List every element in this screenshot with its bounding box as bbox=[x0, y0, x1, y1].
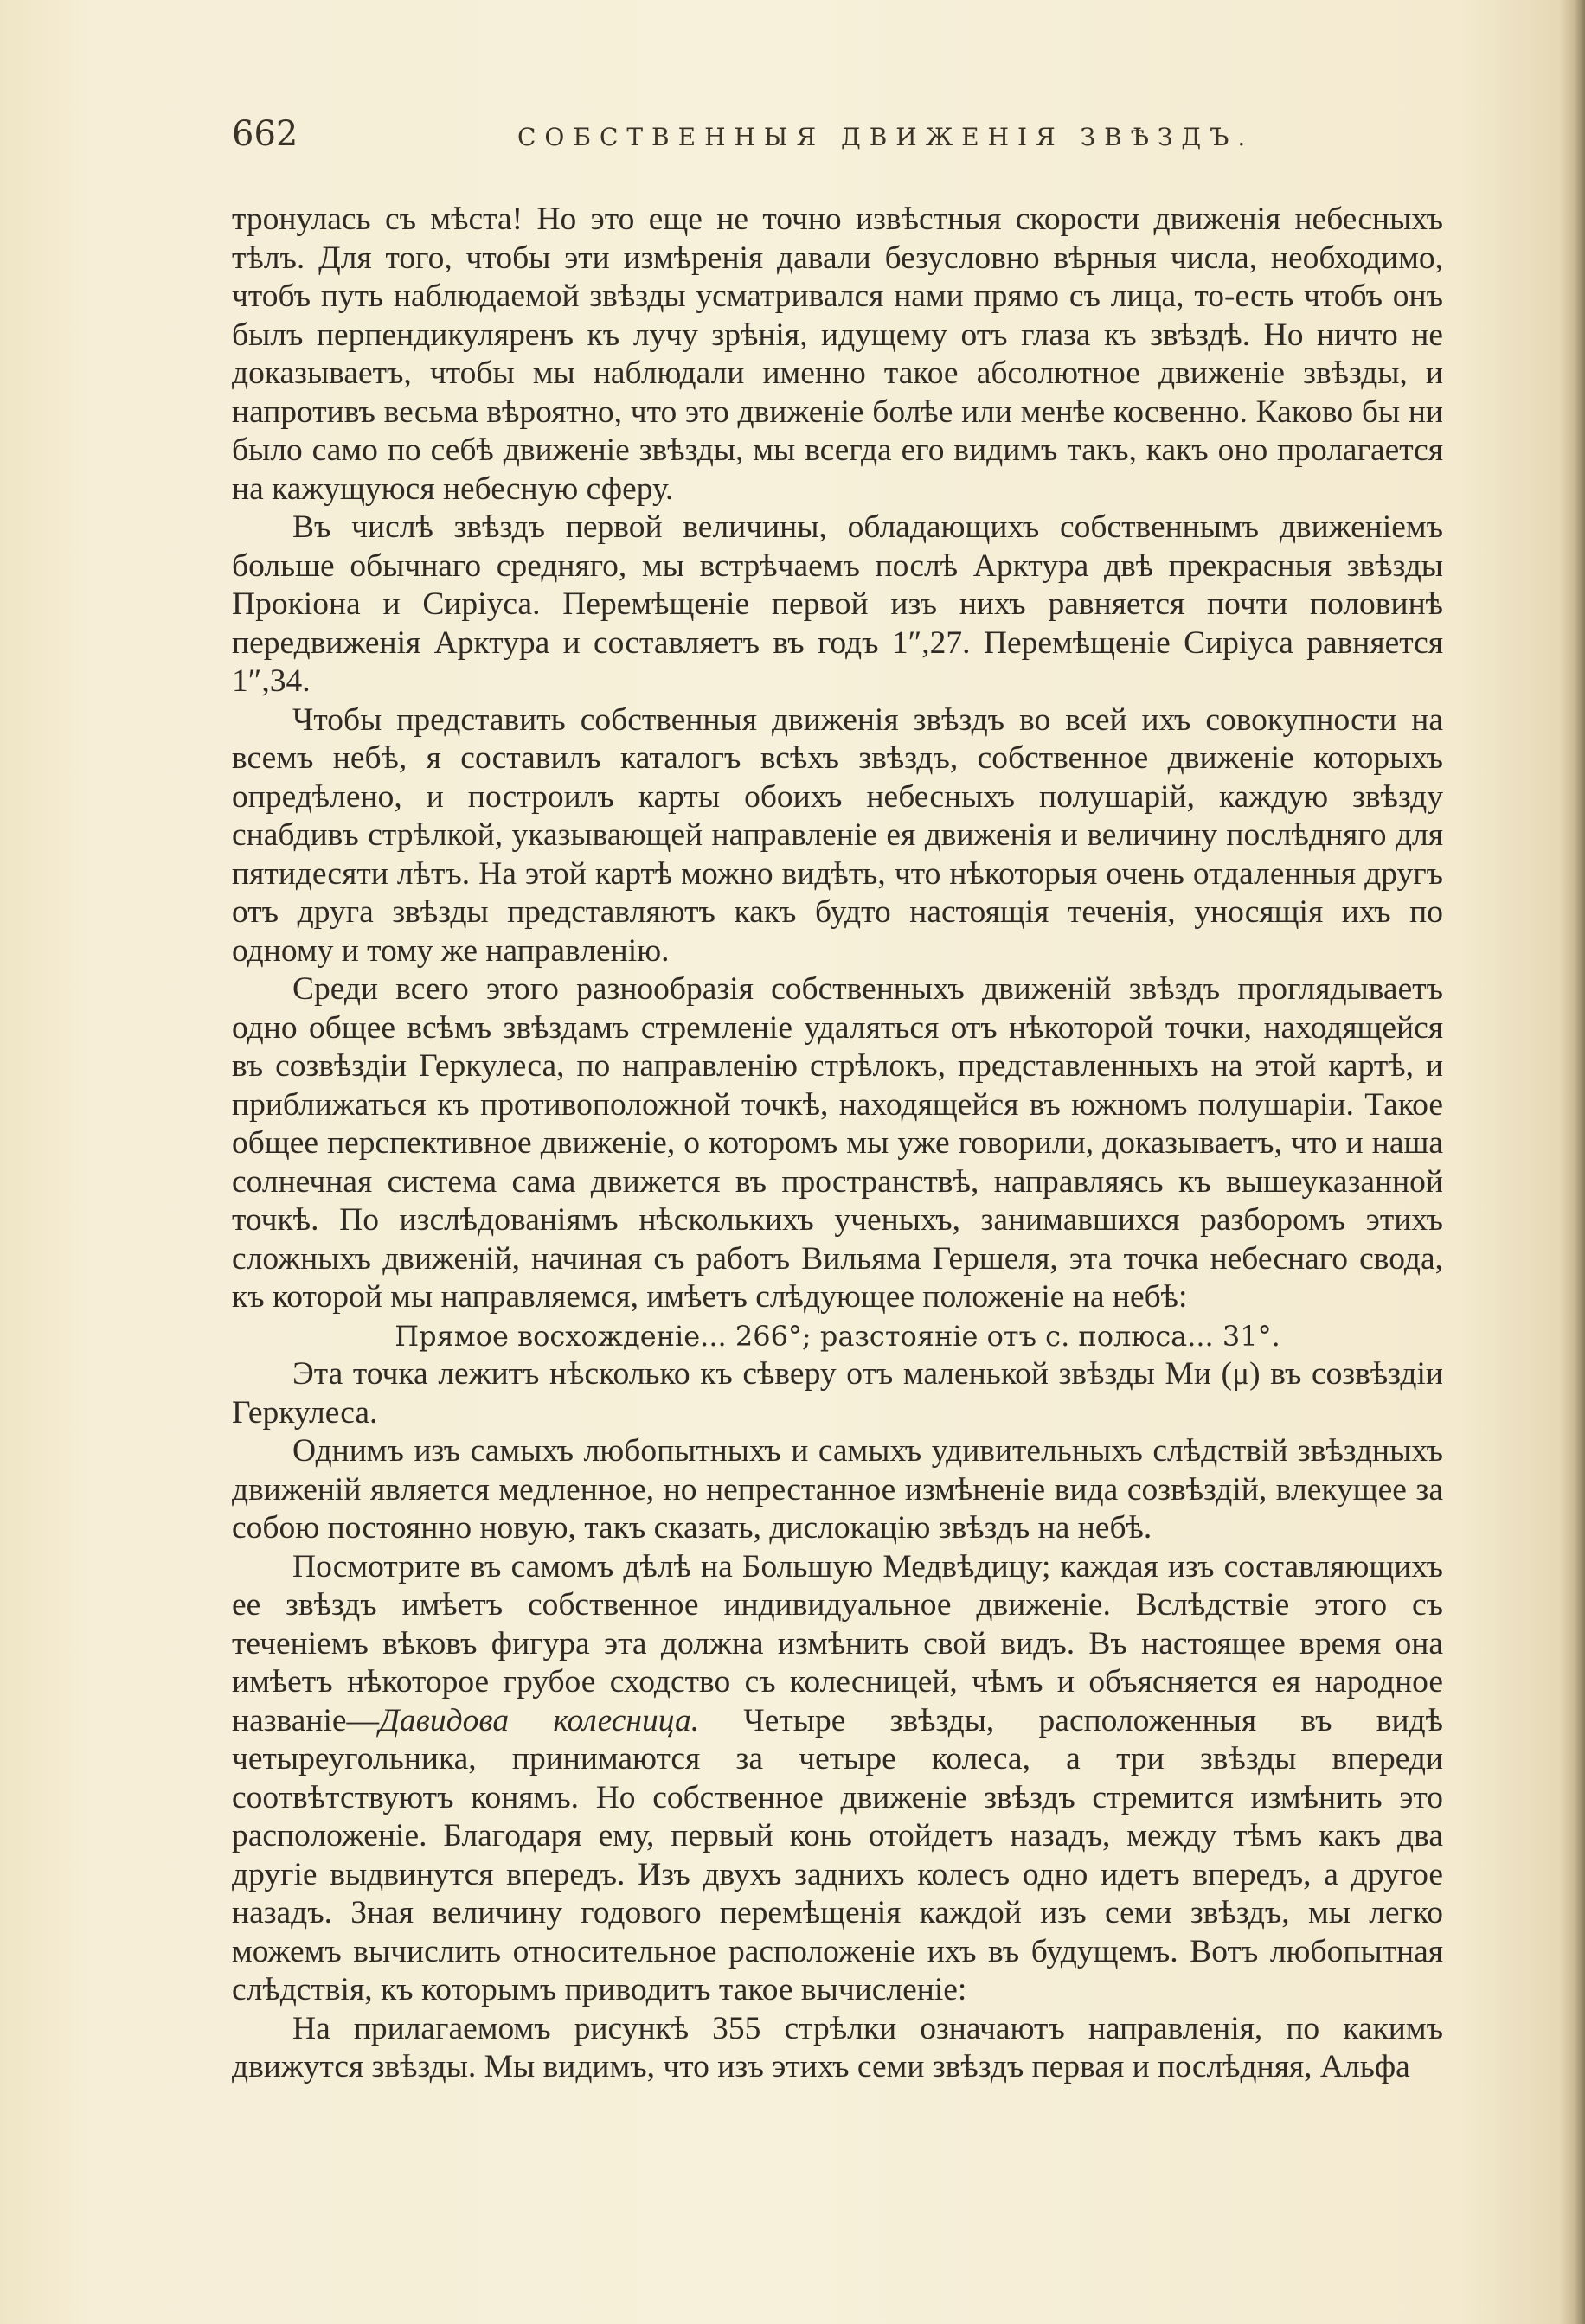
page-header bbox=[232, 114, 1443, 166]
italic-name: Давидова колесница. bbox=[379, 1702, 700, 1738]
coordinates-formula: Прямое восхожденіе... 266°; разстояніе отъ с. полюса... 31°. bbox=[395, 1319, 1280, 1353]
paragraph: На прилагаемомъ рисункѣ 355 стрѣлки означаютъ направленія, по какимъ движутся звѣзды. Мы видимъ, что изъ этихъ семи звѣздъ первая и послѣдняя, Альфа bbox=[232, 2010, 1443, 2084]
paragraph-text: Четыре звѣзды, расположенныя въ видѣ четыреугольника, принимаются за четыре колеса, а три звѣзды впереди соотвѣтствуютъ конямъ. Но собственное движеніе звѣздъ стремится измѣнить это расположеніе. Благодаря ему, первый конь отойдетъ назадъ, между тѣмъ какъ два другіе выдвинутся впередъ. Изъ двухъ заднихъ колесъ одно идетъ впередъ, а другое назадъ. Зная величину годового перемѣщенія каждой изъ семи звѣздъ, мы легко можемъ вычислить относительное расположеніе ихъ въ будущемъ. Вотъ любопытная слѣдствія, къ которымъ приводитъ такое вычисленіе: bbox=[232, 1702, 1443, 2007]
paragraph: Чтобы представить собственныя движенія звѣздъ во всей ихъ совокупности на всемъ небѣ, я составилъ каталогъ всѣхъ звѣздъ, собственное движеніе которыхъ опредѣлено, и построилъ карты обоихъ небесныхъ полушарій, каждую звѣзду снабдивъ стрѣлкой, указывающей направленіе ея движенія и величину послѣдняго для пятидесяти лѣтъ. На этой картѣ можно видѣть, что нѣкоторыя очень отдаленныя другъ отъ друга звѣзды представляютъ какъ будто настоящія теченія, уносящія ихъ по одному и тому же направленію. bbox=[232, 701, 1443, 969]
paragraph-with-italic bbox=[232, 1548, 1443, 2010]
paragraph: Въ числѣ звѣздъ первой величины, обладающихъ собственнымъ движеніемъ больше обычнаго средняго, мы встрѣчаемъ послѣ Арктура двѣ прекрасныя звѣзды Прокіона и Сиріуса. Перемѣщеніе первой изъ нихъ равняется почти половинѣ передвиженія Арктура и составляетъ въ годъ 1″,27. Перемѣщеніе Сиріуса равняется 1″,34. bbox=[232, 509, 1443, 699]
page-edge-shadow bbox=[1559, 0, 1585, 2324]
paragraph-text: Посмотрите въ самомъ дѣлѣ на Большую Медвѣдицу; каждая изъ составляющихъ ее звѣздъ имѣетъ собственное индивидуальное движеніе. Вслѣдствіе этого съ теченіемъ вѣковъ фигура эта должна измѣнить свой видъ. Въ настоящее время она имѣетъ нѣкоторое грубое сходство съ колесницей, чѣмъ и объясняется ея народное bbox=[232, 1548, 1443, 1700]
body-text bbox=[232, 201, 1443, 2087]
paragraph: тронулась съ мѣста! Но это еще не точно извѣстныя скорости движенія небесныхъ тѣлъ. Для того, чтобы эти измѣренія давали безусловно вѣрныя числа, необходимо, чтобъ путь наблюдаемой звѣзды усматривался нами прямо съ лица, то-есть чтобъ онъ былъ перпендикуляренъ къ лучу зрѣнія, идущему отъ глаза къ звѣздѣ. Но ничто не доказываетъ, чтобы мы наблюдали именно такое абсолютное движеніе звѣзды, и напротивъ весьма вѣроятно, что это движеніе болѣе или менѣе косвенно. Каково бы ни было само по себѣ движеніе звѣзды, мы всегда его видимъ такъ, какъ оно пролагается на кажущуюся небесную сферу. bbox=[232, 202, 1443, 507]
paragraph: Эта точка лежитъ нѣсколько къ сѣверу отъ маленькой звѣзды Ми (μ) въ созвѣздіи Геркулеса. bbox=[232, 1356, 1443, 1431]
name-prefix: названіе— bbox=[232, 1702, 380, 1738]
running-title: СОБСТВЕННЫЯ ДВИЖЕНІЯ ЗВѢЗДЪ. bbox=[517, 123, 1255, 151]
paragraph: Среди всего этого разнообразія собственныхъ движеній звѣздъ проглядываетъ одно общее всѣмъ звѣздамъ стремленіе удаляться отъ нѣкоторой точки, находящейся въ созвѣздіи Геркулеса, по направленію стрѣлокъ, представленныхъ на этой картѣ, и приближаться къ противоположной точкѣ, находящейся въ южномъ полушаріи. Такое общее перспективное движеніе, о которомъ мы уже говорили, доказываетъ, что и наша солнечная система сама движется въ пространствѣ, направляясь къ вышеуказанной точкѣ. По изслѣдованіямъ нѣсколькихъ ученыхъ, занимавшихся разборомъ этихъ сложныхъ движеній, начиная съ работъ Вильяма Гершеля, эта точка небеснаго свода, къ которой мы направляемся, имѣетъ слѣдующее положеніе на небѣ: bbox=[232, 971, 1443, 1315]
paragraph: Однимъ изъ самыхъ любопытныхъ и самыхъ удивительныхъ слѣдствій звѣздныхъ движеній является медленное, но непрестанное измѣненіе вида созвѣздій, влекущее за собою постоянно новую, такъ сказать, дислокацію звѣздъ на небѣ. bbox=[232, 1433, 1443, 1546]
page-number: 662 bbox=[232, 114, 298, 154]
